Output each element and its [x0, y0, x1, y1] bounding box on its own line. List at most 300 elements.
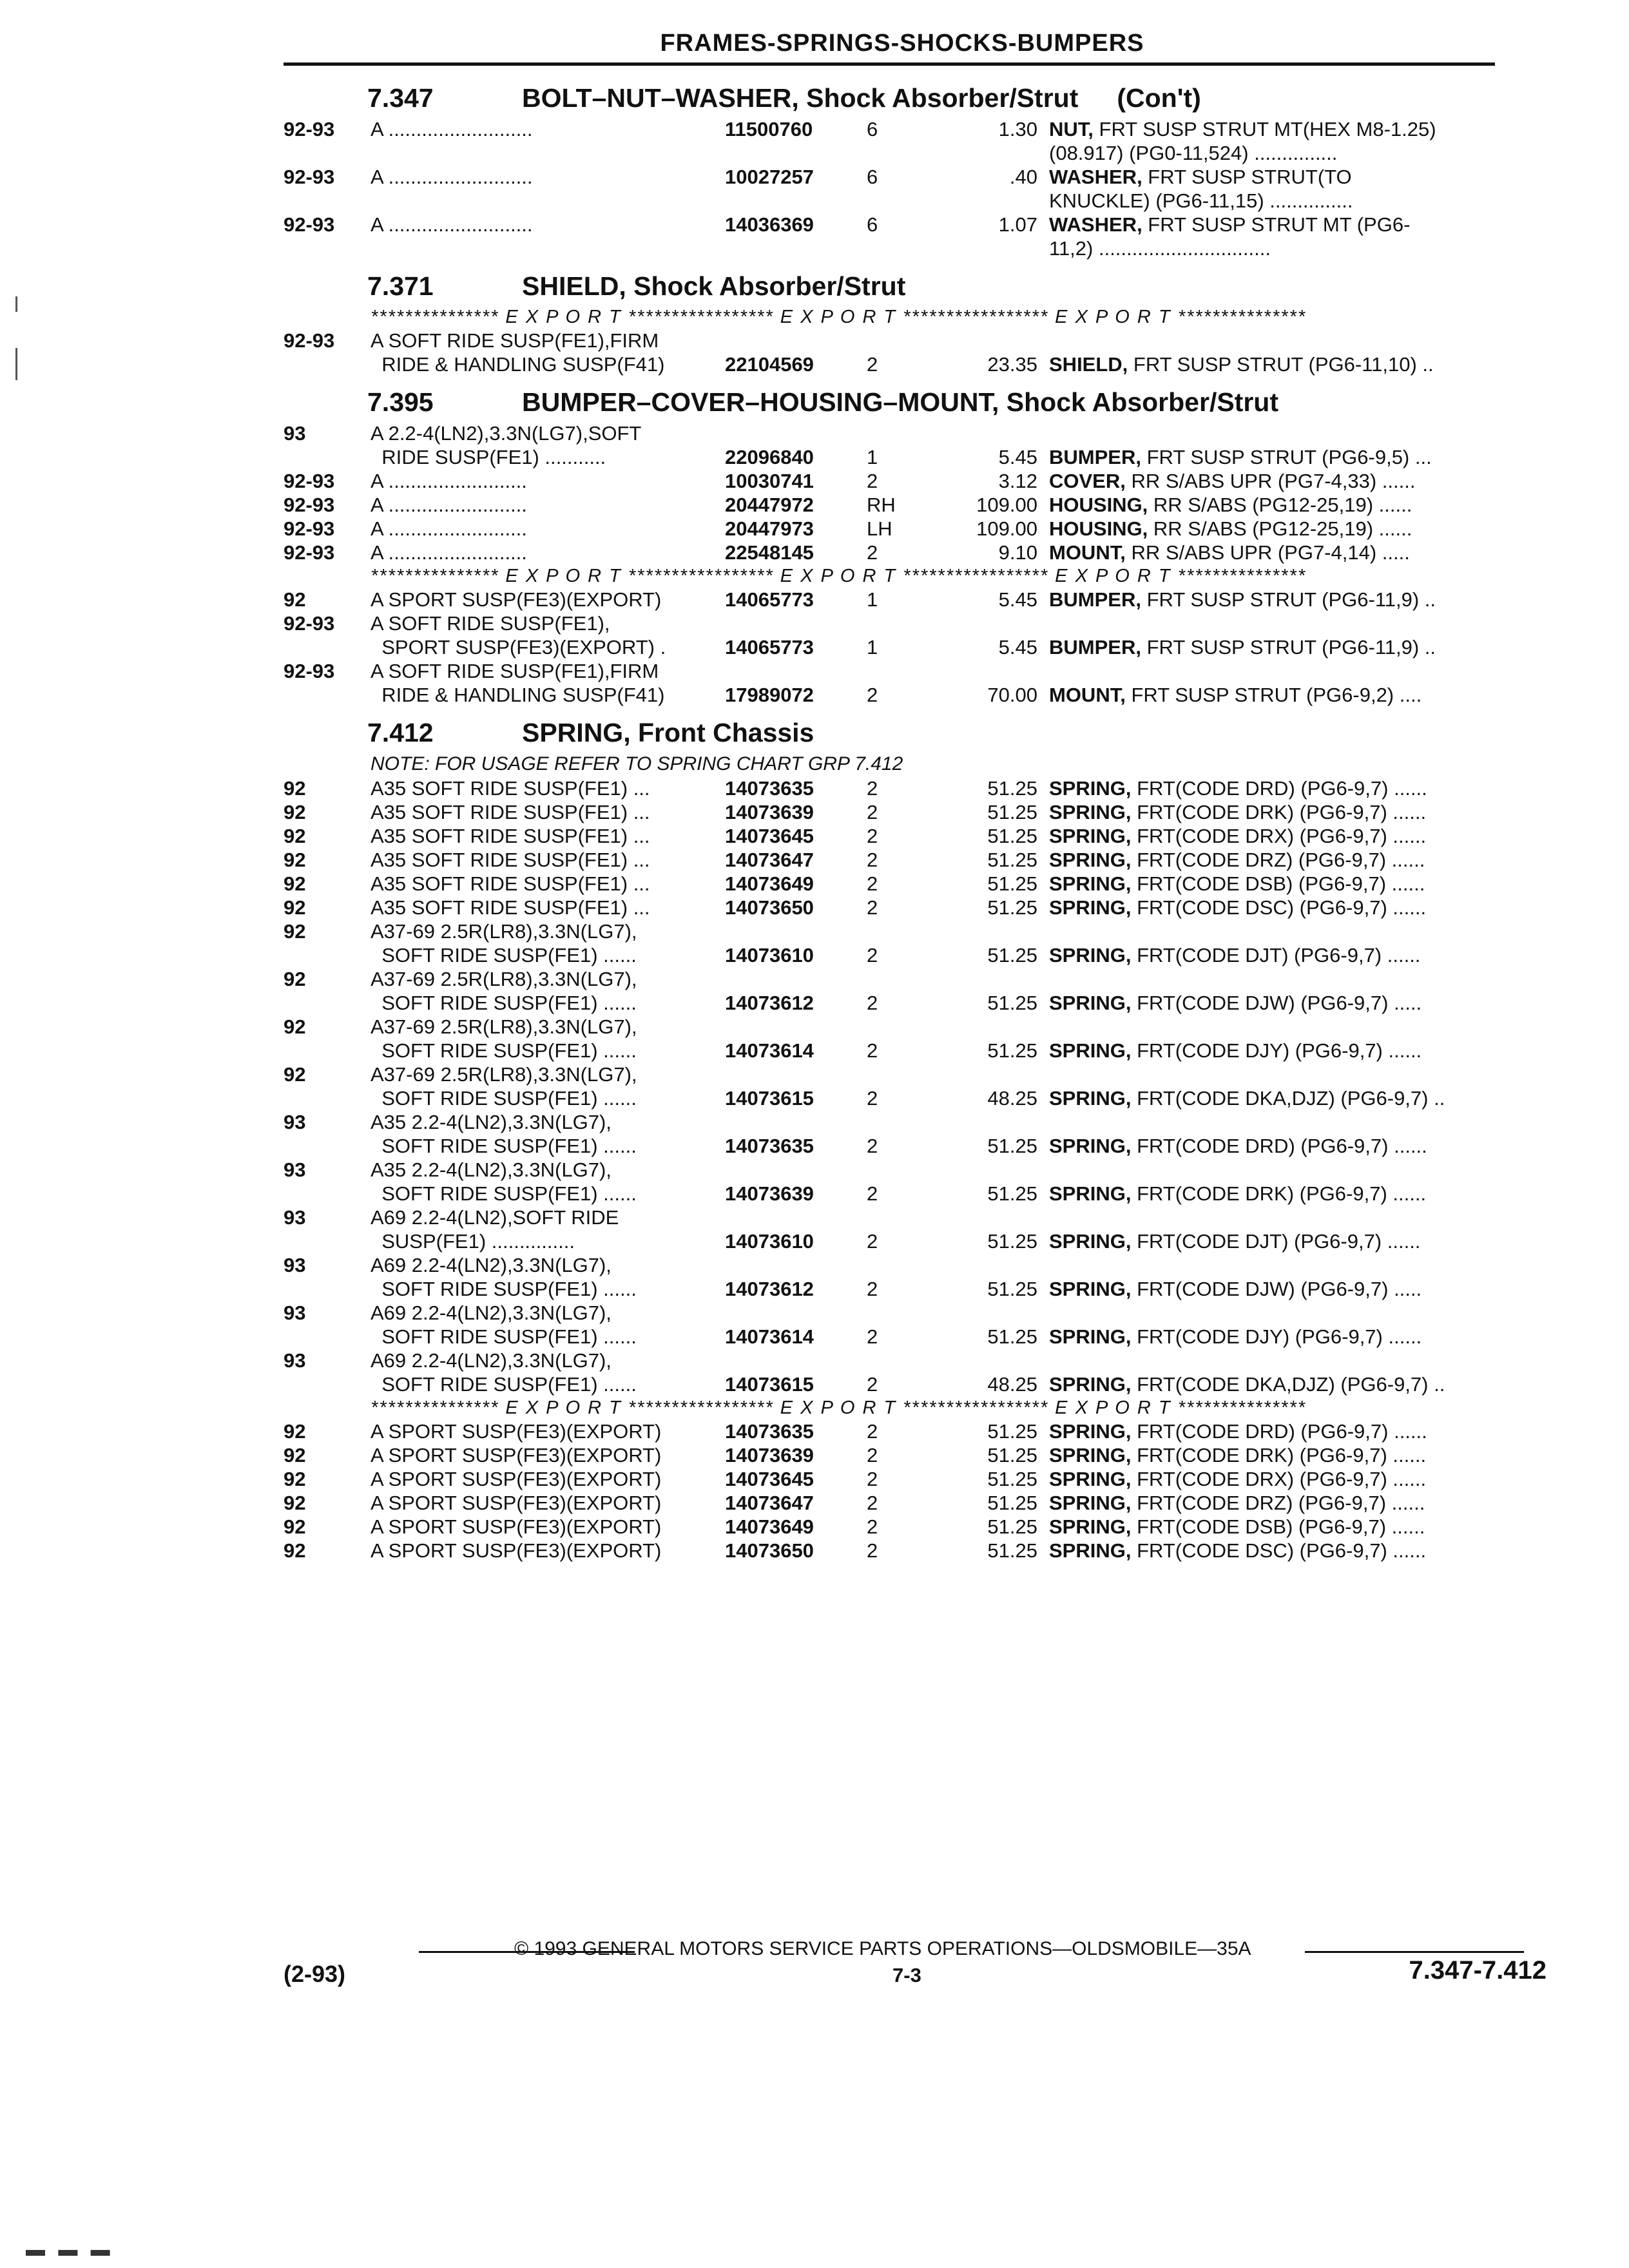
part-number: 17989072: [725, 684, 814, 706]
part-description: [1049, 1086, 1445, 1110]
part-description: [1049, 1372, 1445, 1396]
quantity: 6: [867, 166, 878, 188]
model-year: 93: [284, 1349, 306, 1372]
application: A SPORT SUSP(FE3)(EXPORT): [371, 1468, 662, 1490]
part-description: [1049, 872, 1425, 896]
part-name: SPRING,: [1049, 1373, 1132, 1396]
application: A35 2.2-4(LN2),3.3N(LG7), SOFT RIDE SUSP(FE1) ......: [371, 1111, 637, 1157]
price: 51.25: [987, 896, 1037, 919]
description-text: FRT SUSP STRUT (PG6-11,10) ..: [1128, 353, 1434, 376]
price: 51.25: [987, 777, 1037, 800]
part-entry: [284, 659, 1514, 707]
description-text: FRT(CODE DJY) (PG6-9,7) ......: [1131, 1039, 1422, 1062]
part-description: [1049, 683, 1422, 707]
part-number: 22548145: [725, 541, 814, 564]
part-entry: [284, 165, 1514, 213]
part-description: [1049, 541, 1410, 564]
description-text: FRT(CODE DJW) (PG6-9,7) .....: [1131, 992, 1422, 1014]
page-header: [284, 30, 1495, 66]
price: 5.45: [998, 588, 1037, 611]
entry-list: [284, 776, 1514, 1396]
price: 9.10: [998, 541, 1037, 564]
part-entry: [284, 919, 1514, 967]
description-text: FRT(CODE DSC) (PG6-9,7) ......: [1131, 1539, 1427, 1562]
part-entry: [284, 967, 1514, 1015]
part-name: SPRING,: [1049, 1278, 1132, 1300]
part-entry: [284, 872, 1514, 896]
part-number: 14036369: [725, 213, 814, 236]
model-year: 93: [284, 1111, 306, 1133]
model-year: 92-93: [284, 213, 335, 236]
part-name: WASHER,: [1049, 166, 1142, 188]
model-year: 92-93: [284, 494, 335, 516]
part-entry: [284, 800, 1514, 824]
section-heading: [284, 376, 1514, 421]
part-description: [1049, 1039, 1422, 1062]
model-year: 92-93: [284, 470, 335, 492]
section-number: 7.412: [367, 718, 434, 747]
part-entry: [284, 421, 1514, 469]
price: 51.25: [987, 801, 1037, 823]
part-description: [1049, 896, 1426, 919]
part-number: 14073649: [725, 872, 814, 895]
quantity: 2: [867, 1539, 878, 1562]
part-name: BUMPER,: [1049, 636, 1141, 658]
part-number: 14073612: [725, 992, 814, 1014]
part-entry: [284, 1443, 1514, 1467]
part-entry: [284, 1062, 1514, 1110]
model-year: 93: [284, 1302, 306, 1324]
quantity: 2: [867, 1492, 878, 1514]
quantity: 6: [867, 118, 878, 140]
part-entry: [284, 1110, 1514, 1158]
price: 51.25: [987, 1135, 1037, 1157]
application: A SOFT RIDE SUSP(FE1),FIRM RIDE & HANDLING SUSP(F41): [371, 329, 665, 376]
scan-artifact: ▬ ▬ ▬: [26, 2239, 114, 2260]
part-description: [1049, 352, 1434, 376]
part-description: [1049, 1277, 1422, 1301]
model-year: 92: [284, 1444, 306, 1466]
price: 51.25: [987, 849, 1037, 871]
part-description: [1049, 588, 1436, 611]
part-entry: [284, 469, 1514, 493]
section-number: 7.371: [367, 271, 434, 301]
binder-mark: [15, 348, 17, 380]
application: A69 2.2-4(LN2),SOFT RIDE SUSP(FE1) ...............: [371, 1206, 619, 1253]
part-number: 20447972: [725, 494, 814, 516]
description-text: FRT(CODE DJT) (PG6-9,7) ......: [1131, 1230, 1421, 1253]
section-title: SHIELD, Shock Absorber/Strut: [522, 271, 906, 301]
part-number: 14073650: [725, 1539, 814, 1562]
quantity: LH: [867, 517, 892, 540]
description-text: RR S/ABS (PG12-25,19) ......: [1148, 494, 1412, 516]
part-entry: [284, 329, 1514, 376]
description-text: FRT(CODE DRD) (PG6-9,7) ......: [1131, 777, 1427, 800]
part-name: SPRING,: [1049, 801, 1132, 823]
application: A35 SOFT RIDE SUSP(FE1) ...: [371, 825, 650, 847]
quantity: 2: [867, 872, 878, 895]
description-text: FRT(CODE DSB) (PG6-9,7) ......: [1131, 872, 1425, 895]
application: A37-69 2.5R(LR8),3.3N(LG7), SOFT RIDE SUSP(FE1) ......: [371, 920, 637, 966]
application: A ..........................: [371, 118, 533, 140]
part-description: [1049, 1325, 1422, 1349]
description-text: FRT(CODE DRZ) (PG6-9,7) ......: [1131, 849, 1425, 871]
application: A35 SOFT RIDE SUSP(FE1) ...: [371, 896, 650, 919]
part-entry: [284, 213, 1514, 260]
description-text: FRT(CODE DSC) (PG6-9,7) ......: [1131, 896, 1427, 919]
export-divider: *************** E X P O R T ***************** E X P O R T ***************** E X P O R T ***************: [371, 1398, 1306, 1418]
description-text: RR S/ABS UPR (PG7-4,14) .....: [1125, 541, 1410, 564]
description-text: FRT(CODE DRD) (PG6-9,7) ......: [1131, 1420, 1427, 1443]
section-heading: [284, 707, 1514, 752]
part-number: 14073647: [725, 1492, 814, 1514]
entry-list: [284, 421, 1514, 564]
description-text: RR S/ABS (PG12-25,19) ......: [1148, 517, 1412, 540]
part-number: 14073639: [725, 1444, 814, 1466]
part-name: WASHER,: [1049, 213, 1142, 236]
description-text: FRT SUSP STRUT (PG6-11,9) ..: [1141, 588, 1436, 611]
part-name: HOUSING,: [1049, 517, 1148, 540]
part-number: 14073647: [725, 849, 814, 871]
quantity: RH: [867, 494, 896, 516]
description-text: FRT(CODE DJW) (PG6-9,7) .....: [1131, 1278, 1422, 1300]
part-number: 14073635: [725, 1135, 814, 1157]
part-entry: [284, 541, 1514, 564]
price: 70.00: [987, 684, 1037, 706]
application: A69 2.2-4(LN2),3.3N(LG7), SOFT RIDE SUSP(FE1) ......: [371, 1254, 637, 1300]
model-year: 92: [284, 801, 306, 823]
part-number: 14073639: [725, 801, 814, 823]
part-name: SPRING,: [1049, 825, 1132, 847]
footer-rule: [1305, 1951, 1524, 1953]
price: 109.00: [976, 494, 1037, 516]
continued-label: (Con't): [1117, 83, 1201, 113]
part-number: 14073612: [725, 1278, 814, 1300]
quantity: 2: [867, 353, 878, 376]
part-description: [1049, 1134, 1427, 1158]
part-description: [1049, 213, 1410, 260]
part-description: [1049, 1443, 1426, 1467]
part-description: [1049, 1182, 1426, 1206]
part-entry: [284, 517, 1514, 541]
part-number: 14073614: [725, 1039, 814, 1062]
page-footer: [284, 1932, 1547, 2009]
model-year: 92: [284, 896, 306, 919]
price: .40: [1009, 166, 1037, 188]
quantity: 6: [867, 213, 878, 236]
application: A .........................: [371, 470, 527, 492]
description-text: FRT(CODE DSB) (PG6-9,7) ......: [1131, 1515, 1425, 1538]
page-title: FRAMES-SPRINGS-SHOCKS-BUMPERS: [660, 30, 1144, 57]
application: A35 SOFT RIDE SUSP(FE1) ...: [371, 801, 650, 823]
revision-date: (2-93): [284, 1961, 346, 1987]
part-entry: [284, 1349, 1514, 1396]
quantity: 2: [867, 1039, 878, 1062]
quantity: 2: [867, 896, 878, 919]
part-entry: [284, 1419, 1514, 1443]
part-description: [1049, 776, 1427, 800]
model-year: 92: [284, 849, 306, 871]
part-number: 14073645: [725, 825, 814, 847]
model-year: 93: [284, 1158, 306, 1181]
part-name: SPRING,: [1049, 1420, 1132, 1443]
part-name: SPRING,: [1049, 1230, 1132, 1253]
model-year: 92: [284, 872, 306, 895]
description-text: FRT SUSP STRUT MT(HEX M8-1.25) (08.917) (PG0-11,524) ...............: [1049, 118, 1436, 164]
quantity: 2: [867, 684, 878, 706]
price: 51.25: [987, 825, 1037, 847]
part-number: 14073645: [725, 1468, 814, 1490]
part-entry: [284, 1206, 1514, 1253]
part-description: [1049, 800, 1426, 824]
model-year: 92: [284, 968, 306, 990]
part-name: SPRING,: [1049, 992, 1132, 1014]
part-entry: [284, 1515, 1514, 1539]
part-number: 14073635: [725, 777, 814, 800]
model-year: 92: [284, 588, 306, 611]
part-number: 14073650: [725, 896, 814, 919]
description-text: FRT SUSP STRUT (PG6-11,9) ..: [1141, 636, 1436, 658]
part-description: [1049, 1539, 1426, 1562]
part-number: 10027257: [725, 166, 814, 188]
part-name: SPRING,: [1049, 1325, 1132, 1348]
description-text: FRT(CODE DRX) (PG6-9,7) ......: [1131, 825, 1427, 847]
part-name: NUT,: [1049, 118, 1094, 140]
part-number: 14073639: [725, 1182, 814, 1205]
model-year: 92-93: [284, 118, 335, 140]
application: A SOFT RIDE SUSP(FE1),FIRM RIDE & HANDLING SUSP(F41): [371, 660, 665, 706]
usage-note: NOTE: FOR USAGE REFER TO SPRING CHART GRP 7.412: [371, 753, 903, 774]
export-divider: *************** E X P O R T ***************** E X P O R T ***************** E X P O R T ***************: [371, 307, 1306, 327]
part-entry: [284, 848, 1514, 872]
quantity: 2: [867, 1230, 878, 1253]
price: 51.25: [987, 1325, 1037, 1348]
description-text: FRT(CODE DRZ) (PG6-9,7) ......: [1131, 1492, 1425, 1514]
copyright-line: © 1993 GENERAL MOTORS SERVICE PARTS OPERATIONS—OLDSMOBILE—35A: [514, 1938, 1251, 1959]
price: 51.25: [987, 1492, 1037, 1514]
quantity: 2: [867, 1278, 878, 1300]
part-description: [1049, 1491, 1425, 1515]
part-description: [1049, 117, 1436, 165]
part-description: [1049, 943, 1420, 967]
price: 1.07: [998, 213, 1037, 236]
section-title: SPRING, Front Chassis: [522, 718, 815, 747]
description-text: FRT SUSP STRUT (PG6-9,5) ...: [1141, 446, 1432, 468]
quantity: 2: [867, 944, 878, 966]
part-description: [1049, 1229, 1420, 1253]
part-description: [1049, 848, 1425, 872]
quantity: 2: [867, 1444, 878, 1466]
application: A ..........................: [371, 213, 533, 236]
description-text: FRT(CODE DKA,DJZ) (PG6-9,7) ..: [1131, 1373, 1445, 1396]
part-number: 14065773: [725, 636, 814, 658]
section-title: BUMPER–COVER–HOUSING–MOUNT, Shock Absorber/Strut: [522, 387, 1278, 417]
application: A SPORT SUSP(FE3)(EXPORT): [371, 1444, 662, 1466]
application: A SPORT SUSP(FE3)(EXPORT): [371, 1420, 662, 1443]
part-name: SPRING,: [1049, 1539, 1132, 1562]
part-entry: [284, 1301, 1514, 1349]
description-text: FRT(CODE DRK) (PG6-9,7) ......: [1131, 1444, 1427, 1466]
price: 51.25: [987, 944, 1037, 966]
price: 51.25: [987, 1278, 1037, 1300]
application: A .........................: [371, 494, 527, 516]
model-year: 93: [284, 422, 306, 445]
price: 51.25: [987, 1444, 1037, 1466]
description-text: FRT(CODE DRD) (PG6-9,7) ......: [1131, 1135, 1427, 1157]
application: A .........................: [371, 517, 527, 540]
application: A35 SOFT RIDE SUSP(FE1) ...: [371, 849, 650, 871]
group-range: 7.347-7.412: [1409, 1956, 1547, 1984]
quantity: 2: [867, 801, 878, 823]
model-year: 92: [284, 920, 306, 943]
part-name: HOUSING,: [1049, 494, 1148, 516]
part-entry: [284, 1253, 1514, 1301]
application: A SPORT SUSP(FE3)(EXPORT): [371, 1515, 662, 1538]
part-number: 14073615: [725, 1087, 814, 1110]
price: 1.30: [998, 118, 1037, 140]
model-year: 92: [284, 1063, 306, 1086]
part-number: 14073610: [725, 944, 814, 966]
quantity: 1: [867, 636, 878, 658]
part-name: SHIELD,: [1049, 353, 1128, 376]
price: 48.25: [987, 1087, 1037, 1110]
part-description: [1049, 469, 1415, 493]
part-name: SPRING,: [1049, 849, 1132, 871]
part-entry: [284, 493, 1514, 517]
price: 51.25: [987, 1182, 1037, 1205]
part-entry: [284, 1539, 1514, 1562]
model-year: 92-93: [284, 612, 335, 635]
part-number: 14073614: [725, 1325, 814, 1348]
model-year: 92-93: [284, 541, 335, 564]
application: A37-69 2.5R(LR8),3.3N(LG7), SOFT RIDE SUSP(FE1) ......: [371, 1063, 637, 1110]
part-entry: [284, 588, 1514, 611]
part-name: SPRING,: [1049, 944, 1132, 966]
part-entry: [284, 1491, 1514, 1515]
part-entry: [284, 117, 1514, 165]
price: 5.45: [998, 636, 1037, 658]
application: A37-69 2.5R(LR8),3.3N(LG7), SOFT RIDE SUSP(FE1) ......: [371, 1015, 637, 1062]
application: A SPORT SUSP(FE3)(EXPORT): [371, 588, 662, 611]
quantity: 2: [867, 825, 878, 847]
application: A .........................: [371, 541, 527, 564]
part-name: SPRING,: [1049, 1182, 1132, 1205]
model-year: 92: [284, 825, 306, 847]
part-name: SPRING,: [1049, 1468, 1132, 1490]
part-description: [1049, 493, 1412, 517]
part-description: [1049, 517, 1412, 541]
parts-catalog: [284, 72, 1514, 1562]
part-name: SPRING,: [1049, 1039, 1132, 1062]
model-year: 92: [284, 1539, 306, 1562]
page-number: 7-3: [892, 1964, 921, 1986]
quantity: 1: [867, 446, 878, 468]
model-year: 92: [284, 1492, 306, 1514]
description-text: FRT(CODE DRK) (PG6-9,7) ......: [1131, 1182, 1427, 1205]
binder-mark: [15, 296, 17, 312]
application: A ..........................: [371, 166, 533, 188]
part-description: [1049, 165, 1353, 213]
model-year: 93: [284, 1254, 306, 1276]
quantity: 2: [867, 1515, 878, 1538]
model-year: 93: [284, 1206, 306, 1229]
part-name: SPRING,: [1049, 1135, 1132, 1157]
description-text: FRT SUSP STRUT MT (PG6- 11,2) ...............................: [1049, 213, 1411, 260]
part-description: [1049, 1467, 1426, 1491]
part-number: 20447973: [725, 517, 814, 540]
entry-list: [284, 329, 1514, 376]
price: 51.25: [987, 1230, 1037, 1253]
model-year: 92: [284, 1420, 306, 1443]
export-divider: *************** E X P O R T ***************** E X P O R T ***************** E X P O R T ***************: [371, 566, 1306, 586]
description-text: FRT(CODE DJT) (PG6-9,7) ......: [1131, 944, 1421, 966]
part-number: 22104569: [725, 353, 814, 376]
price: 51.25: [987, 872, 1037, 895]
description-text: FRT(CODE DRX) (PG6-9,7) ......: [1131, 1468, 1427, 1490]
price: 51.25: [987, 1039, 1037, 1062]
application: A 2.2-4(LN2),3.3N(LG7),SOFT RIDE SUSP(FE1) ...........: [371, 422, 642, 468]
model-year: 92-93: [284, 517, 335, 540]
part-name: SPRING,: [1049, 1087, 1132, 1110]
model-year: 92-93: [284, 166, 335, 188]
section-heading: [284, 260, 1514, 305]
entry-list: [284, 588, 1514, 707]
part-name: BUMPER,: [1049, 446, 1141, 468]
price: 3.12: [998, 470, 1037, 492]
part-number: 14073610: [725, 1230, 814, 1253]
part-description: [1049, 1515, 1425, 1539]
part-entry: [284, 1158, 1514, 1206]
description-text: RR S/ABS UPR (PG7-4,33) ......: [1125, 470, 1416, 492]
part-entry: [284, 896, 1514, 919]
price: 51.25: [987, 1539, 1037, 1562]
section-heading: [284, 72, 1514, 117]
part-number: 14073615: [725, 1373, 814, 1396]
model-year: 92-93: [284, 660, 335, 682]
part-description: [1049, 445, 1432, 469]
price: 48.25: [987, 1373, 1037, 1396]
model-year: 92-93: [284, 329, 335, 352]
part-entry: [284, 824, 1514, 848]
part-entry: [284, 776, 1514, 800]
model-year: 92: [284, 777, 306, 800]
part-name: SPRING,: [1049, 1492, 1132, 1514]
price: 51.25: [987, 1420, 1037, 1443]
section-number: 7.395: [367, 387, 434, 417]
model-year: 92: [284, 1515, 306, 1538]
section-title: BOLT–NUT–WASHER, Shock Absorber/Strut: [522, 83, 1079, 113]
quantity: 2: [867, 1135, 878, 1157]
quantity: 2: [867, 849, 878, 871]
part-name: SPRING,: [1049, 777, 1132, 800]
application: A SPORT SUSP(FE3)(EXPORT): [371, 1492, 662, 1514]
description-text: FRT(CODE DKA,DJZ) (PG6-9,7) ..: [1131, 1087, 1445, 1110]
part-number: 22096840: [725, 446, 814, 468]
quantity: 2: [867, 1087, 878, 1110]
description-text: FRT(CODE DRK) (PG6-9,7) ......: [1131, 801, 1427, 823]
model-year: 92: [284, 1015, 306, 1038]
part-description: [1049, 824, 1426, 848]
quantity: 2: [867, 1182, 878, 1205]
price: 51.25: [987, 992, 1037, 1014]
entry-list: [284, 1419, 1514, 1562]
part-description: [1049, 1419, 1427, 1443]
section-number: 7.347: [367, 83, 434, 113]
part-name: SPRING,: [1049, 896, 1132, 919]
quantity: 2: [867, 1325, 878, 1348]
part-name: COVER,: [1049, 470, 1126, 492]
part-entry: [284, 1467, 1514, 1491]
